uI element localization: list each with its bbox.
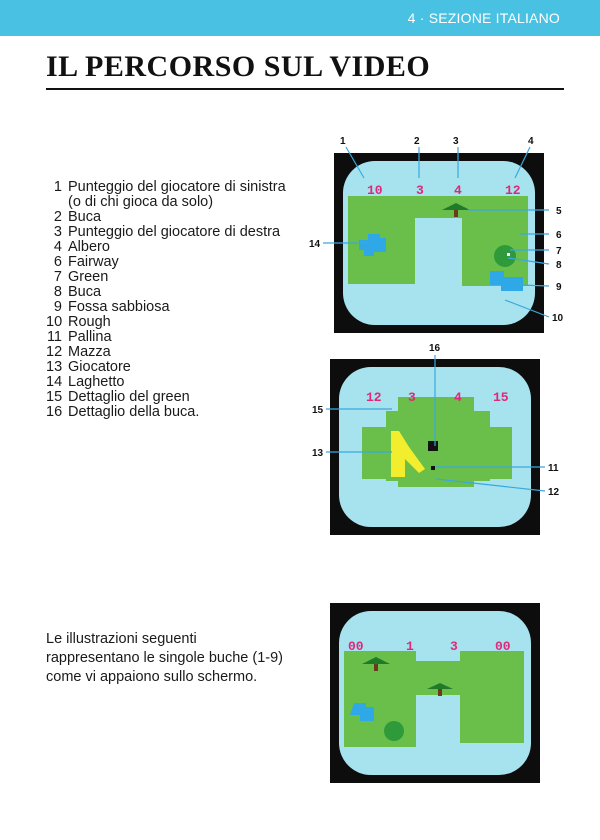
callout-16: 16 — [429, 343, 441, 354]
score-right: 15 — [493, 390, 509, 405]
legend-label: Buca — [68, 209, 102, 225]
callout-8: 8 — [556, 260, 562, 271]
legend-label: Dettaglio del green — [68, 389, 190, 405]
legend-number: 8 — [53, 284, 62, 300]
legend-label: Pallina — [68, 329, 112, 345]
legend-number: 10 — [46, 314, 63, 330]
callout-4: 4 — [528, 136, 534, 147]
legend-number: 3 — [53, 224, 62, 240]
callout-10: 10 — [552, 313, 564, 324]
score-hole: 3 — [408, 390, 416, 405]
callout-5: 5 — [556, 206, 562, 217]
callout-3: 3 — [453, 136, 459, 147]
legend-label: Albero — [68, 239, 110, 255]
legend-number: 7 — [53, 269, 62, 285]
callout-13: 13 — [312, 448, 324, 459]
score-left: 12 — [366, 390, 382, 405]
score-right-hole: 4 — [454, 183, 462, 198]
legend-label: Fairway — [68, 254, 119, 270]
section-label: 4 · SEZIONE ITALIANO — [407, 10, 560, 26]
callout-11: 11 — [548, 463, 559, 474]
legend-label: Rough — [68, 314, 111, 330]
legend-number: 14 — [46, 374, 63, 390]
legend-label: Green — [68, 269, 109, 285]
intro-paragraph: Le illustrazioni seguenti rappresentano le singole buche (1-9) come vi appaiono sullo schermo. — [46, 631, 283, 685]
legend-label: Dettaglio della buca. — [68, 404, 200, 420]
legend-number: 12 — [46, 344, 63, 360]
legend-number: 4 — [53, 239, 62, 255]
score-hole: 3 — [416, 183, 424, 198]
score-right-hole: 4 — [454, 390, 462, 405]
score-left: 00 — [348, 639, 364, 654]
legend-label: Buca — [68, 284, 102, 300]
legend-label: Fossa sabbiosa — [68, 299, 170, 315]
page-title: IL PERCORSO SUL VIDEO — [46, 50, 431, 83]
callout-12: 12 — [548, 487, 560, 498]
callout-2: 2 — [414, 136, 420, 147]
legend-label: Giocatore — [68, 359, 131, 375]
legend-label: Mazza — [68, 344, 111, 360]
score-right-hole: 3 — [450, 639, 458, 654]
legend-label: Punteggio del giocatore di destra — [68, 224, 281, 240]
legend-label: Laghetto — [68, 374, 125, 390]
callout-14: 14 — [309, 239, 321, 250]
score-right: 00 — [495, 639, 511, 654]
score-right: 12 — [505, 183, 521, 198]
legend-number: 16 — [46, 404, 63, 420]
callout-9: 9 — [556, 282, 562, 293]
legend-number: 9 — [53, 299, 62, 315]
legend-number: 2 — [53, 209, 62, 225]
callout-1: 1 — [340, 136, 346, 147]
legend-number: 13 — [46, 359, 63, 375]
legend-number: 6 — [53, 254, 62, 270]
legend-number: 15 — [46, 389, 63, 405]
score-left: 10 — [367, 183, 383, 198]
callout-15: 15 — [312, 405, 324, 416]
legend-label: Punteggio del giocatore di sinistra (o di chi gioca da solo) — [68, 179, 286, 210]
legend-number: 1 — [53, 179, 62, 195]
callout-6: 6 — [556, 230, 562, 241]
score-hole: 1 — [406, 639, 414, 654]
legend-number: 11 — [46, 329, 62, 345]
callout-7: 7 — [556, 246, 562, 257]
